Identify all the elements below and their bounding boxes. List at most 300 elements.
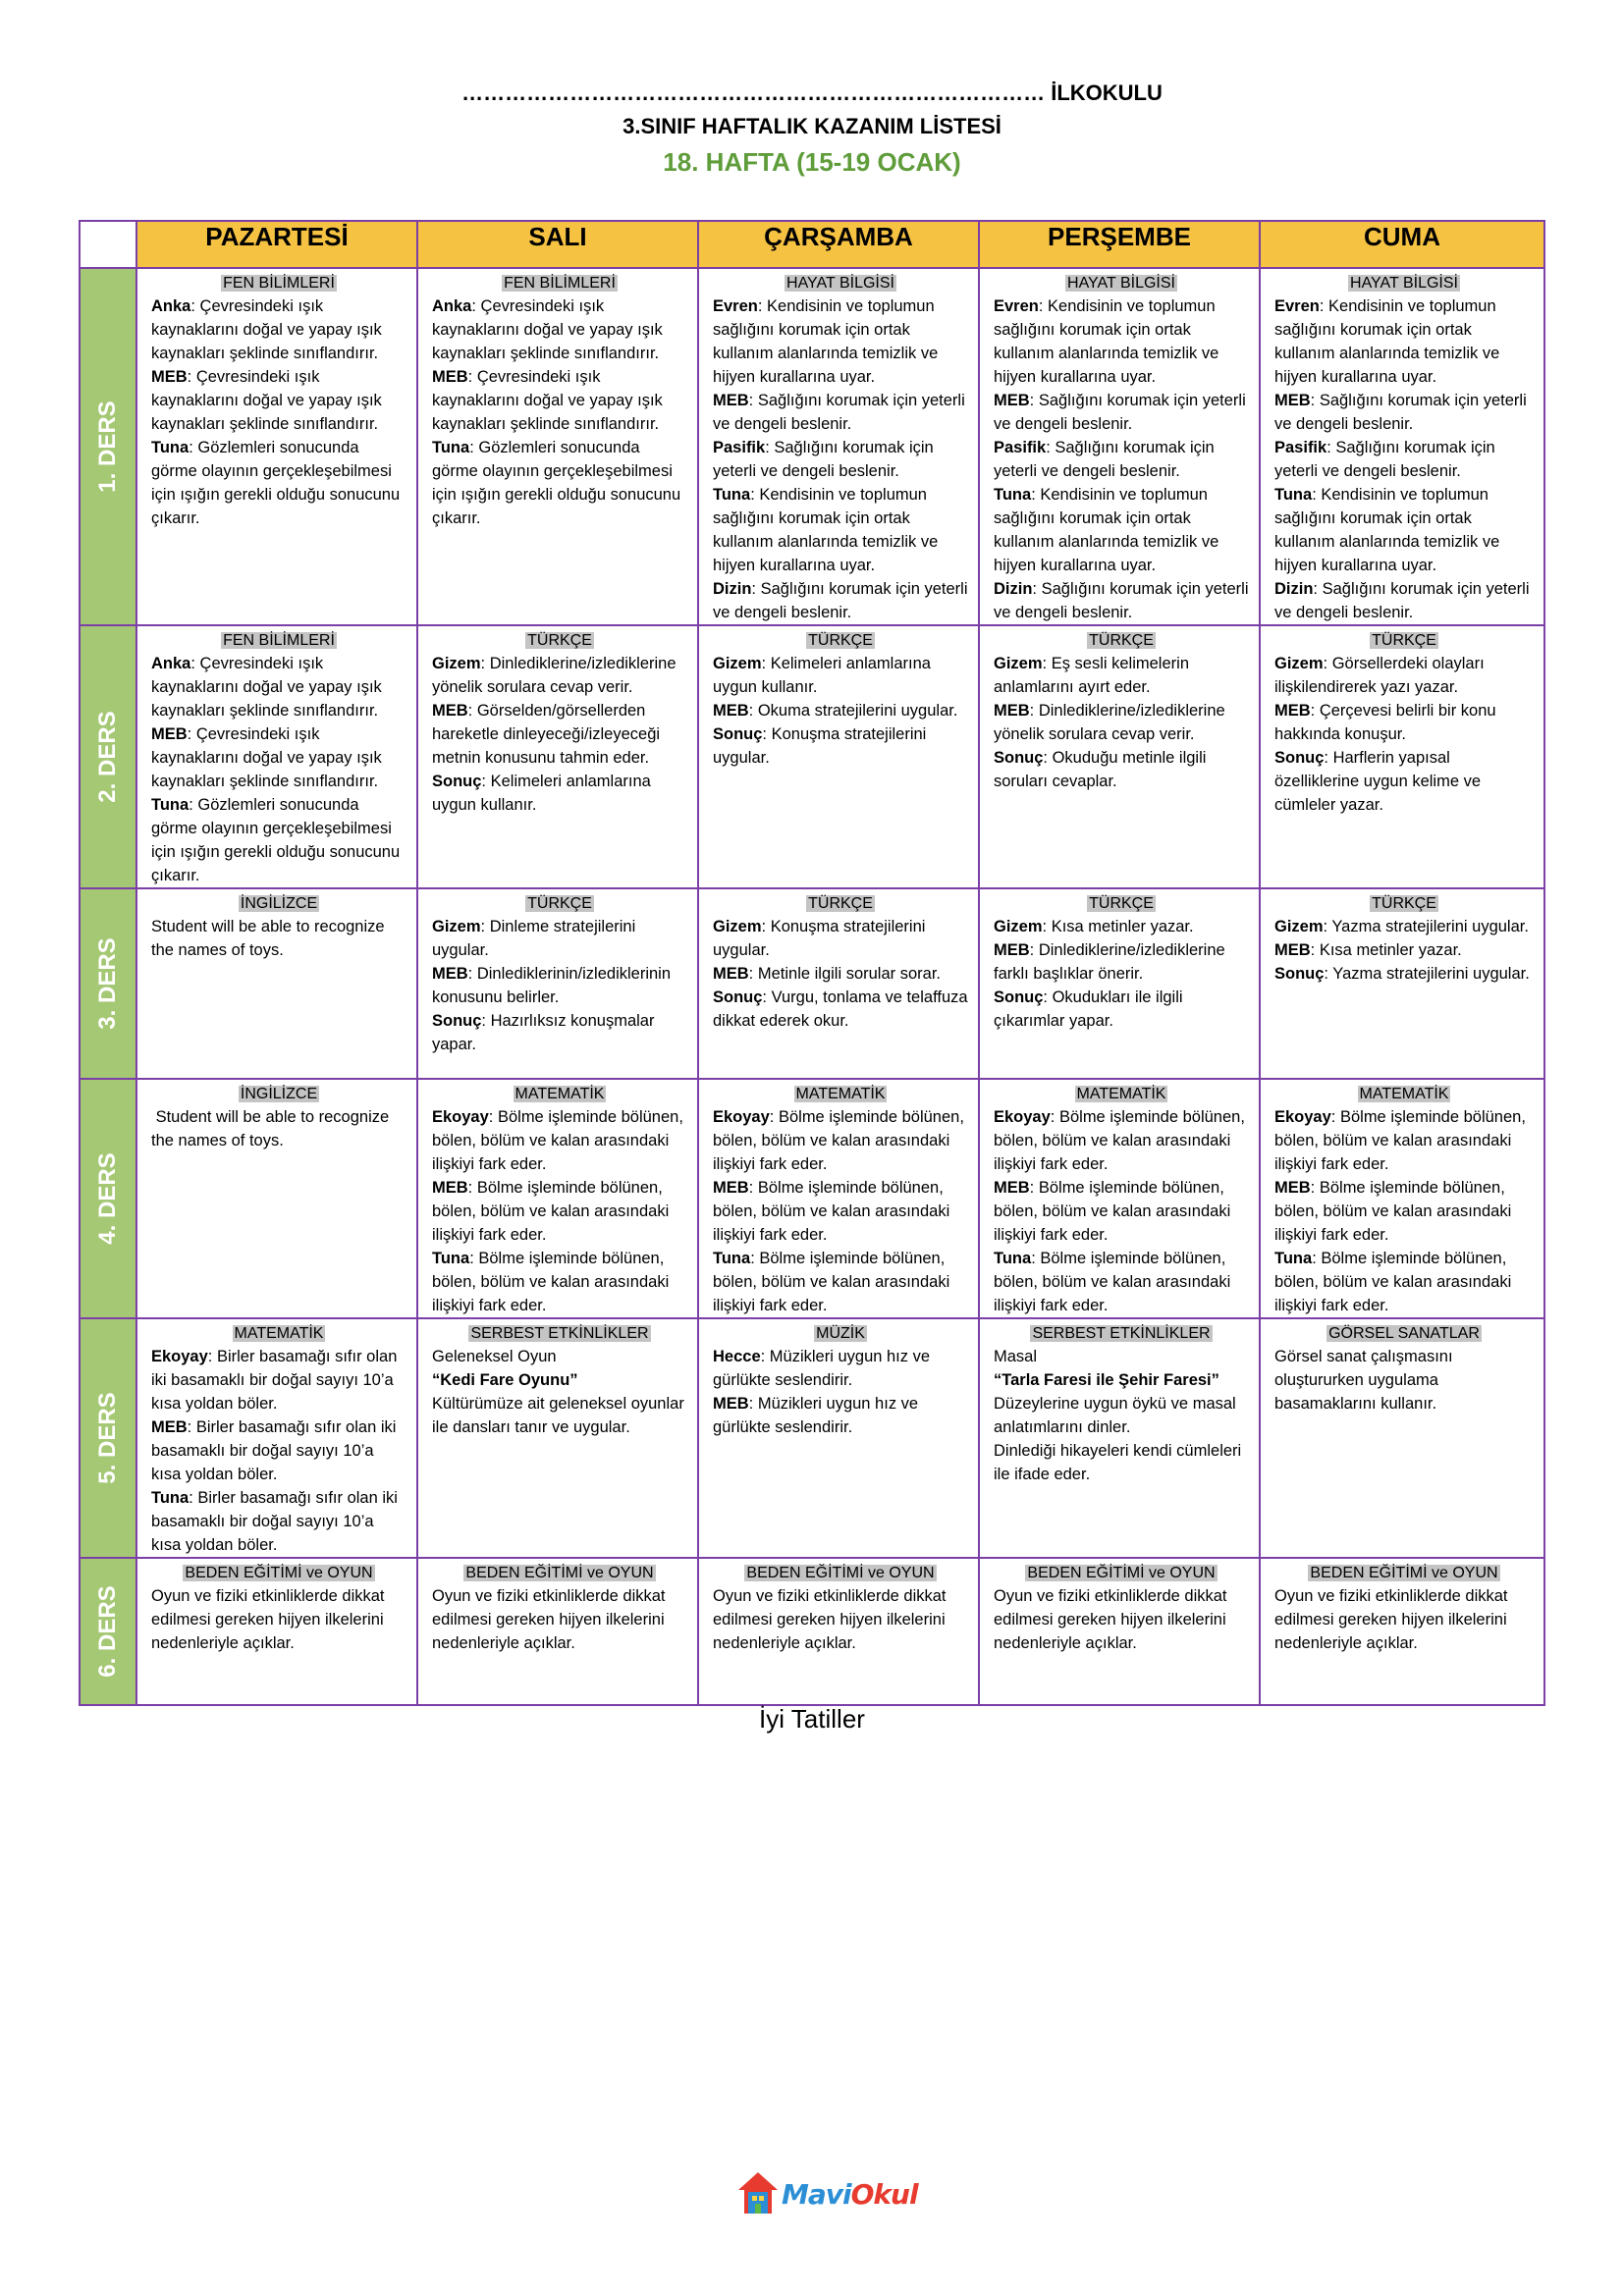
source-label: MEB [994,702,1030,720]
subject-heading [151,1322,406,1345]
outcome-line [432,915,687,962]
schedule-cell [698,1318,979,1558]
outcome-line [1274,436,1534,483]
subject-label: HAYAT BİLGİSİ [1067,275,1175,292]
source-label: Anka [151,297,191,315]
cell-content [137,1559,416,1655]
outcome-line [1274,577,1534,624]
source-label: Tuna [713,486,751,504]
source-label: MEB [713,702,749,720]
outcome-text: : Kelimeleri anlamlarına uygun kullanır. [713,655,936,696]
lesson-label: 4. DERS [94,1152,121,1245]
source-label: Gizem [432,655,481,672]
house-icon [736,2170,780,2216]
outcome-line [1274,483,1534,577]
outcome-text: : Gözlemleri sonucunda görme olayının gerçekleşebilmesi için ışığın gerekli olduğu sonucunu çıkarır. [151,439,405,527]
schedule-cell [1260,268,1544,625]
schedule-cell [698,1558,979,1705]
source-label: MEB [713,1179,749,1197]
lesson-row [80,1079,1544,1318]
subject-label: SERBEST ETKİNLİKLER [470,1325,649,1342]
outcome-text: Masal [994,1348,1038,1365]
subject-label: BEDEN EĞİTİMİ ve OYUN [746,1565,935,1581]
cell-content [980,269,1259,624]
cell-content [1261,626,1543,817]
lesson-label: 3. DERS [94,937,121,1030]
subject-heading [432,892,687,915]
outcome-line [994,1392,1249,1439]
subject-label: MATEMATİK [1359,1086,1449,1102]
source-label: Evren [1274,297,1320,315]
outcome-text: : Kendisinin ve toplumun sağlığını korumak için ortak kullanım alanlarında temizlik ve hijyen kurallarına uyar. [713,486,943,574]
outcome-line [713,652,968,699]
schedule-cell [1260,1558,1544,1705]
outcome-line [432,1584,687,1655]
outcome-line [994,915,1249,938]
subject-heading [432,1322,687,1345]
schedule-cell [979,1079,1260,1318]
day-header-1: PAZARTESİ [136,221,417,268]
schedule-cell [417,625,698,888]
day-header-row [80,221,1544,268]
source-label: MEB [1274,392,1311,409]
outcome-text: Student will be able to recognize the names of toys. [151,1108,394,1149]
outcome-text: : Konuşma stratejilerini uygular. [713,725,931,767]
outcome-text: : Okuma stratejilerini uygular. [748,702,958,720]
outcome-line [713,1392,968,1439]
subject-label: BEDEN EĞİTİMİ ve OYUN [1027,1565,1216,1581]
subject-label: İNGİLİZCE [240,1086,318,1102]
day-header-3: ÇARŞAMBA [698,221,979,268]
outcome-text: : Müzikleri uygun hız ve gürlükte seslendirir. [713,1348,935,1389]
schedule-cell [136,888,417,1079]
outcome-text: : Hazırlıksız konuşmalar yapar. [432,1012,660,1053]
outcome-line [994,1105,1249,1176]
source-label: Gizem [713,655,762,672]
outcome-line [713,483,968,577]
subject-heading [713,1562,968,1584]
outcome-text: : Kendisinin ve toplumun sağlığını korumak için ortak kullanım alanlarında temizlik ve hijyen kurallarına uyar. [1274,297,1504,386]
page-title: 3.SINIF HAFTALIK KAZANIM LİSTESİ [623,114,1001,138]
subject-label: MATEMATİK [795,1086,886,1102]
source-label: Tuna [151,439,189,456]
outcome-line [432,436,687,530]
outcome-line [713,722,968,770]
outcome-line [994,389,1249,436]
lesson-label: 2. DERS [94,711,121,803]
subject-label: GÖRSEL SANATLAR [1328,1325,1480,1342]
source-label: Sonuç [994,749,1044,767]
outcome-line [432,652,687,699]
outcome-text: Oyun ve fiziki etkinliklerde dikkat edilmesi gereken hijyen ilkelerini nedenleriyle açıklar. [432,1587,671,1652]
subject-label: TÜRKÇE [527,895,592,912]
outcome-line [994,1368,1249,1392]
outcome-text: Kültürümüze ait geleneksel oyunlar ile dansları tanır ve uygular. [432,1395,689,1436]
outcome-text: : Çevresindeki ışık kaynaklarını doğal ve yapay ışık kaynakları şeklinde sınıflandırır. [151,368,387,433]
schedule-cell [417,1318,698,1558]
source-label: MEB [1274,702,1311,720]
outcome-line [1274,1345,1534,1415]
subject-label: TÜRKÇE [1372,632,1436,649]
outcome-line [1274,938,1534,962]
source-label: Tuna [151,796,189,814]
schedule-cell [136,1318,417,1558]
schedule-cell [698,625,979,888]
outcome-line [713,389,968,436]
outcome-line [713,986,973,1033]
outcome-line [1274,699,1534,746]
maviokul-logo [736,2164,918,2223]
outcome-line [713,436,968,483]
outcome-text: : Bölme işleminde bölünen, bölen, bölüm ve kalan arasındaki ilişkiyi fark eder. [1274,1108,1531,1173]
subject-heading [151,1562,406,1584]
source-label: Tuna [994,1250,1032,1267]
outcome-text: : Yazma stratejilerini uygular. [1324,965,1530,983]
source-label: Pasifik [1274,439,1327,456]
lesson-label-cell [80,888,136,1079]
cell-content [1261,1319,1543,1415]
source-label: Gizem [432,918,481,935]
lesson-row [80,888,1544,1079]
subject-heading [713,1083,968,1105]
footer-text: İyi Tatiller [759,1704,865,1734]
outcome-text: : Okudukları ile ilgili çıkarımlar yapar. [994,988,1188,1030]
outcome-text: : Görselden/görsellerden hareketle dinleyeceği/izleyeceği metnin konusunu tahmin eder. [432,702,665,767]
subject-heading [432,629,687,652]
source-label: Ekoyay [1274,1108,1331,1126]
cell-content [1261,269,1543,624]
subject-label: İNGİLİZCE [240,895,318,912]
outcome-line [1274,294,1534,389]
cell-content [137,889,416,962]
subject-label: HAYAT BİLGİSİ [1350,275,1458,292]
outcome-line [432,1392,687,1439]
outcome-line [1274,1247,1534,1317]
lesson-label-cell [80,1558,136,1705]
schedule-cell [136,1558,417,1705]
schedule-cell [1260,888,1544,1079]
subject-heading [151,272,406,294]
subject-heading [713,1322,968,1345]
outcome-line [1274,915,1534,938]
cell-content [699,1319,978,1439]
outcome-line [151,915,406,962]
subject-heading [994,1322,1249,1345]
subject-label: TÜRKÇE [1089,632,1154,649]
subject-heading [432,1083,687,1105]
source-label: MEB [432,368,468,386]
lesson-row [80,1558,1544,1705]
source-label: MEB [994,392,1030,409]
outcome-line [151,1345,406,1415]
outcome-text: : Bölme işleminde bölünen, bölen, bölüm ve kalan arasındaki ilişkiyi fark eder. [713,1108,969,1173]
source-label: Tuna [151,1489,189,1507]
subject-heading [713,272,968,294]
schedule-cell [979,268,1260,625]
outcome-line [432,1176,687,1247]
outcome-text: : Sağlığını korumak için yeterli ve dengeli beslenir. [1274,580,1535,621]
outcome-line [151,1584,406,1655]
cell-content [418,626,697,817]
schedule-cell [417,268,698,625]
cell-content [1261,1080,1543,1317]
subject-heading [1274,892,1534,915]
cell-content [137,1319,416,1557]
outcome-text: : Çevresindeki ışık kaynaklarını doğal ve yapay ışık kaynakları şeklinde sınıflandırır. [432,368,668,433]
subject-label: MATEMATİK [514,1086,605,1102]
outcome-text: : Gözlemleri sonucunda görme olayının gerçekleşebilmesi için ışığın gerekli olduğu sonucunu çıkarır. [432,439,685,527]
outcome-text: Oyun ve fiziki etkinliklerde dikkat edilmesi gereken hijyen ilkelerini nedenleriyle açıklar. [994,1587,1232,1652]
outcome-text: : Kelimeleri anlamlarına uygun kullanır. [432,773,656,814]
outcome-text: : Çevresindeki ışık kaynaklarını doğal ve yapay ışık kaynakları şeklinde sınıflandırır. [151,297,387,362]
outcome-text: : Sağlığını korumak için yeterli ve dengeli beslenir. [994,392,1251,433]
outcome-text: : Gözlemleri sonucunda görme olayının gerçekleşebilmesi için ışığın gerekli olduğu sonucunu çıkarır. [151,796,405,884]
source-label: Gizem [994,918,1043,935]
lesson-row [80,1318,1544,1558]
subject-heading [151,1083,406,1105]
cell-content [980,1559,1259,1655]
outcome-text: : Birler basamağı sıfır olan iki basamaklı bir doğal sayıyı 10’a kısa yoldan böler. [151,1489,403,1554]
schedule-cell [1260,1079,1544,1318]
outcome-text: : Bölme işleminde bölünen, bölen, bölüm ve kalan arasındaki ilişkiyi fark eder. [994,1250,1235,1314]
schedule-cell [979,888,1260,1079]
cell-content [137,626,416,887]
source-label: MEB [713,392,749,409]
outcome-line [713,294,968,389]
outcome-line [994,483,1249,577]
source-label: Sonuç [1274,965,1325,983]
outcome-text: : Dinlediklerine/izlediklerine yönelik sorulara cevap verir. [432,655,681,696]
outcome-text: : Eş sesli kelimelerin anlamlarını ayırt eder. [994,655,1194,696]
outcome-text: Görsel sanat çalışmasını oluştururken uygulama basamaklarını kullanır. [1274,1348,1458,1413]
source-label: Sonuç [432,1012,482,1030]
source-label: Ekoyay [432,1108,489,1126]
logo-text: MaviOkul [782,2178,918,2211]
outcome-line [713,1345,968,1392]
source-label: Pasifik [713,439,766,456]
lesson-row [80,268,1544,625]
source-label: Gizem [994,655,1043,672]
subject-heading [432,272,687,294]
outcome-line [994,986,1249,1033]
outcome-text: Student will be able to recognize the names of toys. [151,918,390,959]
outcome-line [713,1584,968,1655]
outcome-line [994,938,1249,986]
source-label: Anka [432,297,472,315]
subject-label: MÜZİK [816,1325,865,1342]
schedule-cell [136,1079,417,1318]
source-label: Gizem [1274,918,1324,935]
source-label: MEB [1274,1179,1311,1197]
cell-content [980,626,1259,793]
outcome-text: : Yazma stratejilerini uygular. [1323,918,1529,935]
subject-heading [1274,1562,1534,1584]
source-label: Sonuç [713,725,763,743]
schedule-cell [698,888,979,1079]
outcome-text: : Sağlığını korumak için yeterli ve dengeli beslenir. [713,580,973,621]
source-label: Ekoyay [713,1108,770,1126]
outcome-text: Düzeylerine uygun öykü ve masal anlatımlarını dinler. [994,1395,1241,1436]
subject-heading [1274,272,1534,294]
schedule-cell [1260,1318,1544,1558]
cell-content [980,1319,1259,1486]
subject-label: FEN BİLİMLERİ [504,275,616,292]
lesson-label-cell [80,268,136,625]
outcome-line [994,746,1249,793]
week-title: 18. HAFTA (15-19 OCAK) [663,147,961,177]
lesson-label-cell [80,625,136,888]
outcome-line [151,652,406,722]
source-label: Dizin [1274,580,1314,598]
outcome-text: : Bölme işleminde bölünen, bölen, bölüm ve kalan arasındaki ilişkiyi fark eder. [432,1179,674,1244]
subject-label: FEN BİLİMLERİ [223,275,335,292]
outcome-text: : Konuşma stratejilerini uygular. [713,918,931,959]
outcome-text: : Metinle ilgili sorular sorar. [748,965,941,983]
schedule-cell [417,1558,698,1705]
outcome-text: : Müzikleri uygun hız ve gürlükte seslendirir. [713,1395,923,1436]
source-label: MEB [151,368,188,386]
source-label: MEB [1274,941,1311,959]
cell-content [418,1080,697,1317]
day-header-4: PERŞEMBE [979,221,1260,268]
subject-heading [713,892,968,915]
source-label: Tuna [1274,1250,1313,1267]
cell-content [699,1559,978,1655]
outcome-line [432,1247,687,1317]
outcome-line [994,577,1254,624]
outcome-text: : Birler basamağı sıfır olan iki basamaklı bir doğal sayıyı 10’a kısa yoldan böler. [151,1348,402,1413]
outcome-text: : Dinlediklerine/izlediklerine yönelik sorulara cevap verir. [994,702,1230,743]
subject-heading [1274,1322,1534,1345]
outcome-text: : Çevresindeki ışık kaynaklarını doğal ve yapay ışık kaynakları şeklinde sınıflandırır. [151,725,387,790]
source-label: MEB [994,941,1030,959]
outcome-line [151,1415,406,1486]
outcome-line [994,1439,1249,1486]
source-label: MEB [151,1418,188,1436]
outcome-line [151,365,406,436]
cell-content [699,626,978,770]
outcome-line [432,699,687,770]
weekly-schedule-table [79,220,1545,1706]
subject-label: BEDEN EĞİTİMİ ve OYUN [1310,1565,1498,1581]
source-label: Sonuç [432,773,482,790]
cell-content [699,269,978,624]
school-name: ……………………………………………………………………… İLKOKULU [461,80,1163,105]
outcome-text: : Bölme işleminde bölünen, bölen, bölüm ve kalan arasındaki ilişkiyi fark eder. [1274,1179,1516,1244]
outcome-text: : Bölme işleminde bölünen, bölen, bölüm ve kalan arasındaki ilişkiyi fark eder. [432,1108,688,1173]
outcome-line [994,436,1249,483]
cell-content [137,269,416,530]
outcome-text: : Bölme işleminde bölünen, bölen, bölüm ve kalan arasındaki ilişkiyi fark eder. [994,1179,1235,1244]
source-label: “Tarla Faresi ile Şehir Faresi” [994,1371,1219,1389]
lesson-label-cell [80,1318,136,1558]
outcome-line [432,1368,687,1392]
schedule-cell [417,1079,698,1318]
subject-heading [713,629,968,652]
lesson-label: 5. DERS [94,1392,121,1484]
subject-label: TÜRKÇE [808,632,873,649]
outcome-text: : Çevresindeki ışık kaynaklarını doğal ve yapay ışık kaynakları şeklinde sınıflandırır. [432,297,668,362]
cell-content [418,1319,697,1439]
outcome-line [432,1345,687,1368]
outcome-line [432,365,687,436]
outcome-line [151,793,406,887]
source-label: MEB [713,965,749,983]
outcome-line [713,1105,968,1176]
cell-content [137,1080,416,1152]
outcome-text: Oyun ve fiziki etkinliklerde dikkat edilmesi gereken hijyen ilkelerini nedenleriyle açıklar. [151,1587,390,1652]
outcome-text: : Çevresindeki ışık kaynaklarını doğal ve yapay ışık kaynakları şeklinde sınıflandırır. [151,655,387,720]
outcome-text: : Kendisinin ve toplumun sağlığını korumak için ortak kullanım alanlarında temizlik ve hijyen kurallarına uyar. [1274,486,1504,574]
outcome-text: Dinlediği hikayeleri kendi cümleleri ile ifade eder. [994,1442,1246,1483]
source-label: MEB [432,965,468,983]
outcome-text: : Sağlığını korumak için yeterli ve dengeli beslenir. [1274,439,1500,480]
outcome-text: : Sağlığını korumak için yeterli ve dengeli beslenir. [994,580,1254,621]
subject-heading [994,272,1249,294]
outcome-text: : Kendisinin ve toplumun sağlığını korumak için ortak kullanım alanlarında temizlik ve hijyen kurallarına uyar. [713,297,943,386]
subject-heading [994,1083,1249,1105]
schedule-cell [136,268,417,625]
outcome-line [1274,652,1534,699]
outcome-text: : Bölme işleminde bölünen, bölen, bölüm ve kalan arasındaki ilişkiyi fark eder. [1274,1250,1516,1314]
outcome-line [1274,746,1534,817]
outcome-line [994,1176,1249,1247]
subject-label: SERBEST ETKİNLİKLER [1032,1325,1211,1342]
subject-label: MATEMATİK [1076,1086,1166,1102]
schedule-cell [698,268,979,625]
outcome-line [1274,962,1534,986]
outcome-text: : Bölme işleminde bölünen, bölen, bölüm ve kalan arasındaki ilişkiyi fark eder. [432,1250,674,1314]
outcome-line [1274,1105,1534,1176]
outcome-line [713,699,968,722]
source-label: “Kedi Fare Oyunu” [432,1371,578,1389]
source-label: Sonuç [1274,749,1325,767]
outcome-line [994,294,1249,389]
cell-content [418,1559,697,1655]
subject-heading [994,629,1249,652]
outcome-text: : Kısa metinler yazar. [1042,918,1194,935]
subject-label: TÜRKÇE [1372,895,1436,912]
corner-cell [80,221,136,268]
schedule-cell [979,625,1260,888]
subject-heading [1274,1083,1534,1105]
outcome-text: : Dinlediklerine/izlediklerine farklı başlıklar önerir. [994,941,1230,983]
outcome-line [151,1486,406,1557]
source-label: Sonuç [994,988,1044,1006]
lesson-row [80,625,1544,888]
source-label: Sonuç [713,988,763,1006]
outcome-text: : Bölme işleminde bölünen, bölen, bölüm ve kalan arasındaki ilişkiyi fark eder. [713,1179,954,1244]
source-label: MEB [994,1179,1030,1197]
source-label: Tuna [432,439,470,456]
source-label: Tuna [713,1250,751,1267]
outcome-text: : Bölme işleminde bölünen, bölen, bölüm ve kalan arasındaki ilişkiyi fark eder. [994,1108,1250,1173]
subject-heading [994,892,1249,915]
schedule-cell [136,625,417,888]
subject-heading [151,892,406,915]
outcome-line [994,652,1249,699]
outcome-line [151,1105,406,1152]
outcome-line [432,770,687,817]
outcome-text: : Bölme işleminde bölünen, bölen, bölüm ve kalan arasındaki ilişkiyi fark eder. [713,1250,954,1314]
outcome-line [994,699,1249,746]
source-label: Hecce [713,1348,761,1365]
outcome-text: : Okuduğu metinle ilgili soruları cevaplar. [994,749,1212,790]
subject-label: TÜRKÇE [527,632,592,649]
source-label: Anka [151,655,191,672]
outcome-line [432,1105,687,1176]
source-label: MEB [151,725,188,743]
